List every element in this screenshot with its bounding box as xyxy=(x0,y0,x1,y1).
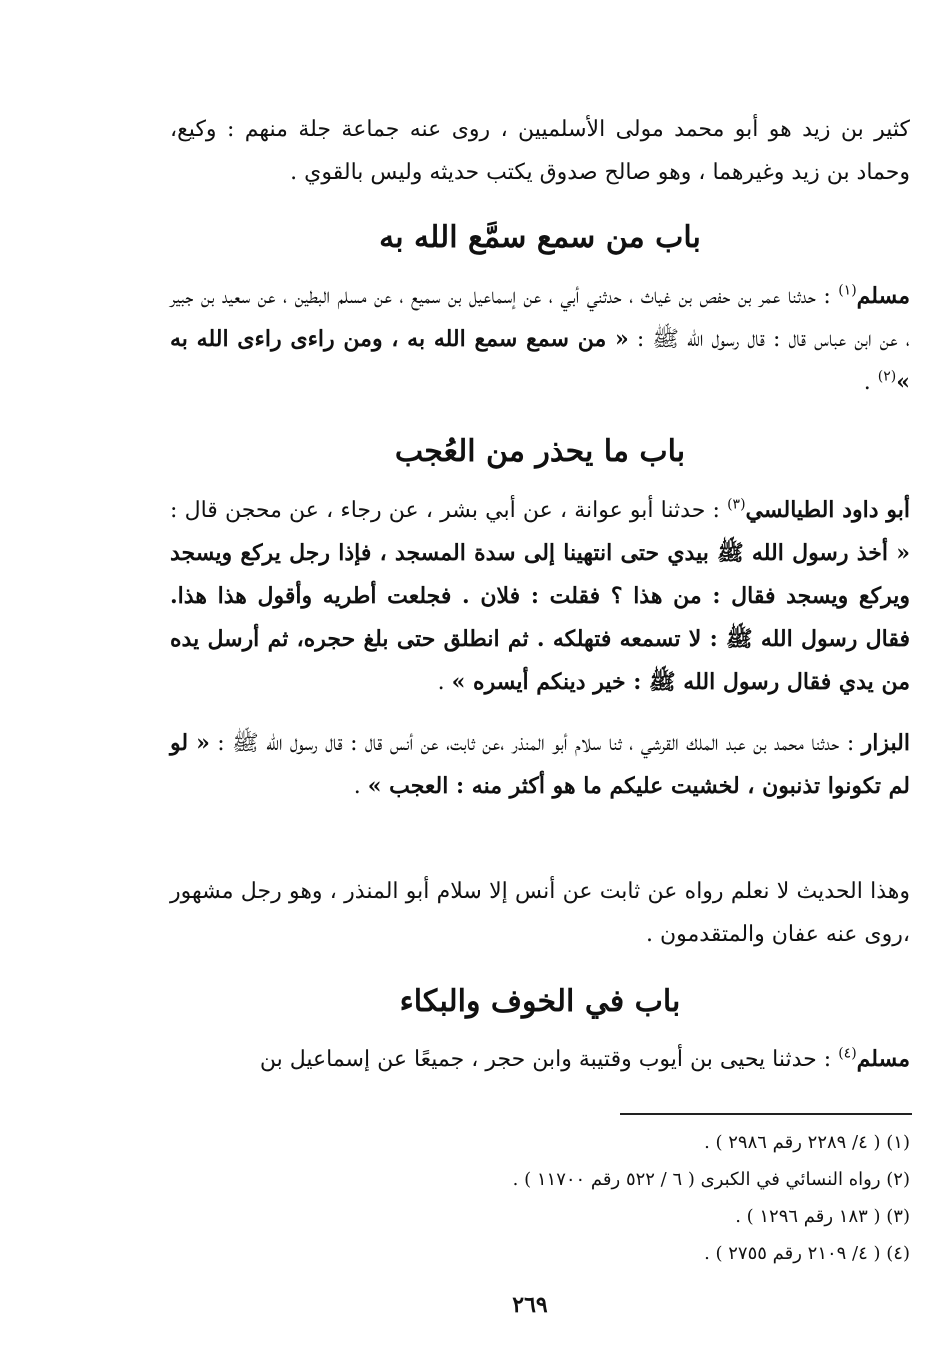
isnad-text: : حدثنا أبو عوانة ، عن أبي بشر ، عن رجاء ، عن محجن قال : xyxy=(170,498,720,523)
footnote-3: (٣) ( ١٨٣ رقم ١٢٩٦ ) . xyxy=(735,1206,910,1227)
chapter-heading-ujb: باب ما يحذر من العُجب xyxy=(394,434,686,469)
chapter-heading-khawf: باب في الخوف والبكاء xyxy=(399,984,681,1019)
chapter-heading-sami: باب من سمع سمَّع الله به xyxy=(379,220,701,255)
footnote-ref: (١) xyxy=(838,282,857,299)
page-number: ٢٦٩ xyxy=(512,1292,548,1318)
paragraph-text: وهذا الحديث لا نعلم رواه عن ثابت عن أنس إلا سلام أبو المنذر ، وهو رجل مشهور ،روى عنه عفان والمتقدمون . xyxy=(170,879,910,947)
hadith-text: « من سمع سمع الله به ، ومن راءى راءى الله به » xyxy=(170,326,910,395)
footnote-ref: (٣) xyxy=(727,496,746,513)
paragraph-kathir xyxy=(170,108,910,194)
footnote-divider xyxy=(620,1113,912,1115)
footnote-ref: (٢) xyxy=(877,368,897,385)
footnote-2: (٢) رواه النسائي في الكبرى ( ٦ / ٥٢٢ رقم ١١٧٠٠ ) . xyxy=(512,1169,910,1190)
paragraph-comment xyxy=(170,870,910,956)
isnad-text: : حدثنا محمد بن عبد الملك القرشي ، ثنا سلام أبو المنذر ،عن ثابت، عن أنس قال : قال رسول الله ﷺ : xyxy=(209,731,855,756)
narrator-name: مسلم xyxy=(856,1046,910,1072)
paragraph-muslim-1: مسلم$^{(١)}$ : حدثنا عمر بن حفص بن غياث ، حدثني أبي ، عن إسماعيل بن سميع ، عن مسلم البطين ، عن سعيد بن جبير ، عن ابن عباس قال : قال رسول الله ﷺ : « من سمع سمع الله به ، ومن راءى راءى الله به »$^{(٢)}$ . xyxy=(170,282,910,395)
isnad-text: : حدثنا يحيى بن أيوب وقتيبة وابن حجر ، جميعًا عن إسماعيل بن xyxy=(259,1047,832,1072)
hadith-text: « أخذ رسول الله ﷺ بيدي حتى انتهينا إلى سدة المسجد ، فإذا رجل يركع ويسجد ويركع ويسجد فقال : من هذا ؟ فقلت : فلان . فجلعت أطريه وأقول هذا هذا. فقال رسول الله ﷺ : لا تسمعه فتهلكه . ثم انطلق حتى بلغ حجره، ثم أرسل يده من يدي فقال رسول الله ﷺ : خير دينكم أيسره » xyxy=(170,540,910,695)
paragraph-text: كثير بن زيد هو أبو محمد مولى الأسلميين ، روى عنه جماعة جلة منهم : وكيع، وحماد بن زيد وغيرهما ، وهو صالح صدوق يكتب حديثه وليس بالقوي . xyxy=(170,117,910,185)
isnad-text: : حدثنا عمر بن حفص بن غياث ، حدثني أبي ، عن إسماعيل بن سميع ، عن مسلم البطين ، عن سعيد بن جبير ، عن ابن عباس قال : قال رسول الله ﷺ : xyxy=(170,284,910,352)
footnote-4: (٤) ( ٤/ ٢١٠٩ رقم ٢٧٥٥ ) . xyxy=(704,1243,910,1264)
paragraph-tayalisi: أبو داود الطيالسي$^{(٣)}$ : حدثنا أبو عوانة ، عن أبي بشر ، عن رجاء ، عن محجن قال : « أخذ رسول الله ﷺ بيدي حتى انتهينا إلى سدة المسجد ، فإذا رجل يركع ويسجد ويركع ويسجد فقال : من هذا ؟ فقلت : فلان . فجلعت أطريه وأقول هذا هذا. فقال رسول الله ﷺ : لا تسمعه فتهلكه . ثم انطلق حتى بلغ حجره، ثم أرسل يده من يدي فقال رسول الله ﷺ : خير دينكم أيسره » . xyxy=(170,496,911,695)
narrator-name: البزار xyxy=(861,730,910,756)
hadith-text: « لو لم تكونوا تذنبون ، لخشيت عليكم ما هو أكثر منه : العجب » xyxy=(170,730,910,799)
footnotes xyxy=(420,1124,910,1272)
narrator-name: أبو داود الطيالسي xyxy=(745,497,911,523)
footnote-ref: (٤) xyxy=(838,1045,857,1062)
narrator-name: مسلم xyxy=(856,283,910,309)
paragraph-muslim-2 xyxy=(170,1038,910,1081)
paragraph-bazzar: البزار : حدثنا محمد بن عبد الملك القرشي ، ثنا سلام أبو المنذر ،عن ثابت، عن أنس قال : قال رسول الله ﷺ : « لو لم تكونوا تذنبون ، لخشيت عليكم ما هو أكثر منه : العجب » . xyxy=(170,730,910,799)
footnote-1: (١) ( ٤/ ٢٢٨٩ رقم ٢٩٨٦ ) . xyxy=(704,1132,910,1153)
